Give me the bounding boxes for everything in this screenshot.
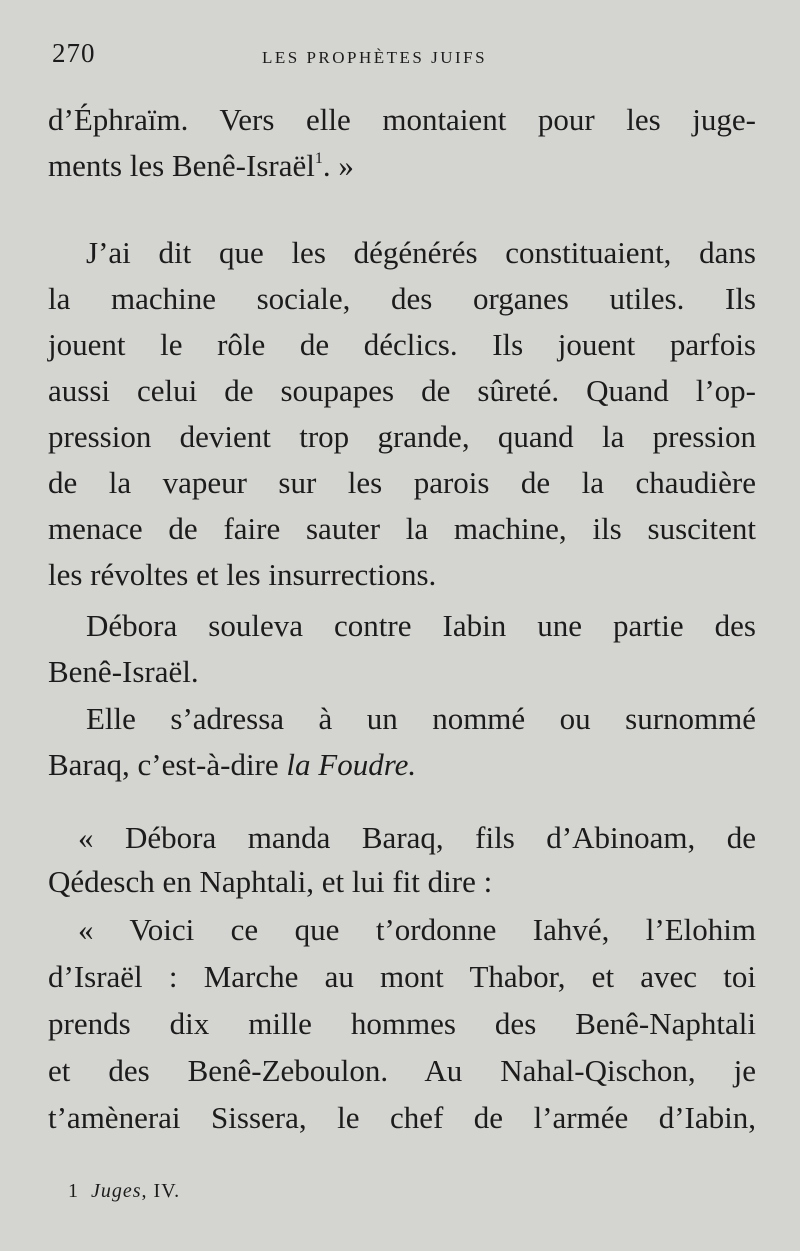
page-number: 270 <box>52 38 96 68</box>
footnote-ref-italic: Juges <box>91 1180 142 1202</box>
text-line: Qédesch en Naphtali, et lui fit dire : <box>48 864 493 899</box>
text-line: « Voici ce que t’ordonne Iahvé, l’Elohim <box>78 912 756 947</box>
text-line: la machine sociale, des organes utiles. Ils <box>48 281 756 316</box>
text-line: Benê-Israël. <box>48 654 199 689</box>
text-line: les révoltes et les insurrections. <box>48 557 437 592</box>
text-line: t’amènerai Sissera, le chef de l’armée d’Iabin, <box>48 1100 756 1135</box>
footnote-number: 1 <box>68 1180 79 1202</box>
text-line: pression devient trop grande, quand la pression <box>48 419 756 454</box>
text-line: d’Éphraïm. Vers elle montaient pour les juge- <box>48 102 756 137</box>
text-line: prends dix mille hommes des Benê-Naphtali <box>48 1006 756 1041</box>
text-line: aussi celui de soupapes de sûreté. Quand l’op- <box>48 373 756 408</box>
text-line <box>48 745 756 785</box>
text-line: Débora souleva contre Iabin une partie des <box>86 608 756 643</box>
text-line: et des Benê-Zeboulon. Au Nahal-Qischon, je <box>48 1053 756 1088</box>
text-line: jouent le rôle de déclics. Ils jouent parfois <box>48 327 756 362</box>
text-span: . » <box>322 148 354 183</box>
text-span: Baraq, c’est-à-dire <box>48 747 287 782</box>
italic-text: la Foudre. <box>286 747 417 782</box>
text-line: Elle s’adressa à un nommé ou surnommé <box>86 701 756 736</box>
text-line: menace de faire sauter la machine, ils suscitent <box>48 511 756 546</box>
text-line: « Débora manda Baraq, fils d’Abinoam, de <box>78 820 756 855</box>
footnote <box>68 1180 180 1203</box>
running-title: LES PROPHÈTES JUIFS <box>262 48 488 67</box>
footnote-reference: 1 <box>314 149 323 167</box>
text-span: ments les Benê-Israël <box>48 148 315 183</box>
text-line <box>48 146 756 186</box>
text-line: d’Israël : Marche au mont Thabor, et avec toi <box>48 959 756 994</box>
text-line: de la vapeur sur les parois de la chaudière <box>48 465 756 500</box>
text-line: J’ai dit que les dégénérés constituaient, dans <box>86 235 756 270</box>
footnote-ref-text: , IV. <box>141 1180 181 1202</box>
running-head <box>52 38 752 78</box>
